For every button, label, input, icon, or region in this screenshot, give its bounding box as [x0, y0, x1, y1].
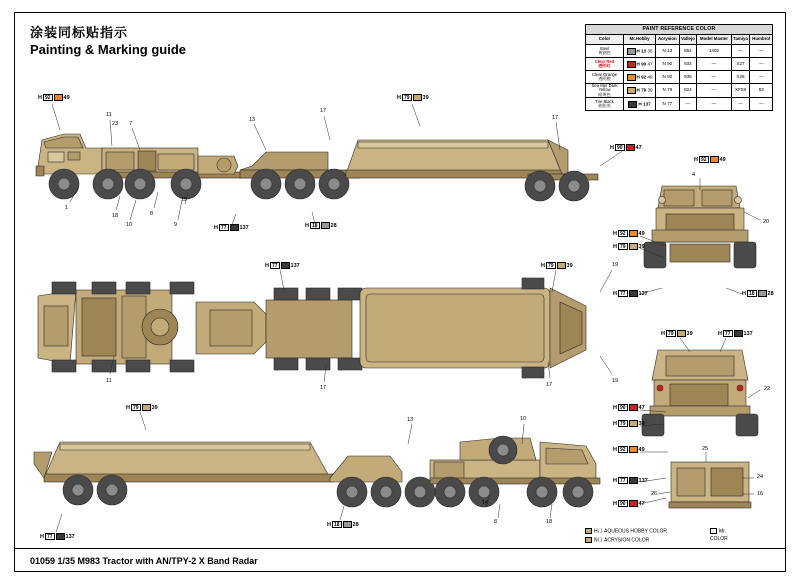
part-number: 10: [520, 416, 527, 422]
page-title-chinese: 涂装同标贴指示: [30, 26, 129, 41]
color-name-cn: 轮胎黑: [598, 103, 611, 109]
callout-badge: H 79 39: [661, 330, 693, 337]
vallejo-code: 935: [679, 71, 697, 84]
mrhobby-code: H 92: [636, 74, 647, 80]
modelmaster-code: 1402: [697, 45, 731, 58]
part-number: 8: [150, 211, 154, 217]
part-number: 10: [126, 222, 133, 228]
color-name: Steel: [599, 45, 610, 51]
part-number: 13: [407, 417, 414, 423]
page-title-english: Painting & Marking guide: [30, 42, 187, 57]
part-number: 19: [612, 262, 619, 268]
col-humbrol: Humbrol: [750, 35, 773, 45]
part-number: 17: [320, 385, 327, 391]
callout-badge: H 77 137: [613, 290, 648, 297]
acrysion-code: N 77: [656, 98, 679, 111]
callout-badge: H 77 137: [613, 477, 648, 484]
part-number: 7: [129, 121, 133, 127]
vallejo-code: 824: [679, 84, 697, 98]
vallejo-code: 864: [679, 45, 697, 58]
part-number: 24: [757, 474, 764, 480]
mrhobby-code: H 90: [636, 61, 647, 67]
part-number: 11: [106, 112, 112, 118]
acrysion-code: N 13: [656, 45, 679, 58]
part-number: 22: [764, 386, 771, 392]
acrysion-code: N 90: [656, 58, 679, 71]
tamiya-code: —: [731, 98, 750, 111]
callout-badge: H 90 47: [613, 500, 645, 507]
part-number: 19: [612, 378, 619, 384]
part-number: 8: [494, 519, 498, 525]
callout-badge: H 18 28: [327, 521, 359, 528]
mrhobby-code: H 137: [638, 101, 651, 107]
col-tamiya: Tamiya: [731, 35, 750, 45]
callout-badge: H 77 137: [265, 262, 300, 269]
color-name: Clear Orange: [591, 71, 618, 77]
callout-badge: H 92 49: [613, 446, 645, 453]
callout-badge: H 90 47: [613, 404, 645, 411]
vallejo-code: —: [679, 98, 697, 111]
col-modelmaster: Model Master: [697, 35, 731, 45]
humbrol-code: —: [750, 45, 773, 58]
part-number: 25: [702, 446, 709, 452]
part-number: 15: [181, 197, 188, 203]
tamiya-code: —: [731, 45, 750, 58]
callout-badge: H 92 49: [694, 156, 726, 163]
part-number: 16: [757, 491, 764, 497]
legend-mr-label: Mr. COLOR: [710, 528, 728, 542]
paint-table-title: PAINT REFERENCE COLOR: [586, 25, 773, 35]
mrhobby-num: 35: [647, 48, 653, 54]
part-number: 13: [249, 117, 256, 123]
part-number: 1: [65, 205, 69, 211]
tamiya-code: X27: [731, 58, 750, 71]
callout-badge: H 92 49: [38, 94, 70, 101]
color-name-cn: 暗黄色: [598, 91, 611, 97]
callout-badge: H 79 39: [541, 262, 573, 269]
color-name: Clear Red: [594, 58, 615, 64]
part-number: 17: [546, 382, 553, 388]
part-number: 17: [320, 108, 327, 114]
mrhobby-num: 39: [647, 87, 653, 93]
part-number: 4: [692, 172, 696, 178]
part-number: 23: [112, 121, 119, 127]
col-vallejo: Vallejo: [679, 35, 697, 45]
vallejo-code: 934: [679, 58, 697, 71]
part-number: 18: [112, 213, 119, 219]
col-color: Color: [586, 35, 624, 45]
mrhobby-num: 49: [647, 74, 653, 80]
humbrol-code: —: [750, 71, 773, 84]
legend-acrysion-label: N口 ACRYSION COLOR: [594, 537, 650, 544]
legend-hobby-label: H口 AQUEOUS HOBBY COLOR: [594, 528, 667, 535]
modelmaster-code: —: [697, 71, 731, 84]
humbrol-code: —: [750, 98, 773, 111]
callout-badge: H 79 39: [613, 243, 645, 250]
part-number: 14: [482, 500, 489, 506]
callout-badge: H 77 137: [214, 224, 249, 231]
callout-badge: H 90 47: [610, 144, 642, 151]
mrhobby-code: H 13: [636, 48, 647, 54]
part-number: 17: [552, 115, 559, 121]
humbrol-code: 93: [750, 84, 773, 98]
callout-badge: H 77 137: [718, 330, 753, 337]
color-name-cn: 透明橙: [598, 76, 611, 81]
acrysion-code: N 79: [656, 84, 679, 98]
mrhobby-num: 47: [647, 61, 653, 67]
tamiya-code: XF59: [731, 84, 750, 98]
callout-badge: H 18 28: [305, 222, 337, 229]
callout-badge: H 18 28: [742, 290, 774, 297]
color-name: Tire Black: [595, 98, 614, 104]
callout-badge: H 79 39: [397, 94, 429, 101]
color-name-cn: 透明红: [598, 63, 611, 68]
kit-caption: 01059 1/35 M983 Tractor with AN/TPY-2 X Band Radar: [30, 556, 258, 566]
callout-badge: H 77 137: [40, 533, 75, 540]
part-number: 11: [106, 378, 112, 384]
part-number: 20: [763, 219, 770, 225]
tamiya-code: X26: [731, 71, 750, 84]
acrysion-code: N 92: [656, 71, 679, 84]
callout-badge: H 92 49: [613, 230, 645, 237]
part-number: 18: [546, 519, 553, 525]
color-name-cn: 黄钢色: [598, 50, 611, 55]
modelmaster-code: —: [697, 84, 731, 98]
col-acrysion: Acrysion: [656, 35, 679, 45]
mrhobby-code: H 79: [636, 87, 647, 93]
part-number: 9: [174, 222, 178, 228]
col-mrhobby: Mr.Hobby: [624, 35, 656, 45]
humbrol-code: —: [750, 58, 773, 71]
callout-badge: H 79 39: [126, 404, 158, 411]
callout-badge: H 79 39: [613, 420, 645, 427]
modelmaster-code: —: [697, 58, 731, 71]
color-name: Sea Mer Dark Yellow: [591, 83, 618, 93]
modelmaster-code: —: [697, 98, 731, 111]
part-number: 26: [651, 491, 658, 497]
